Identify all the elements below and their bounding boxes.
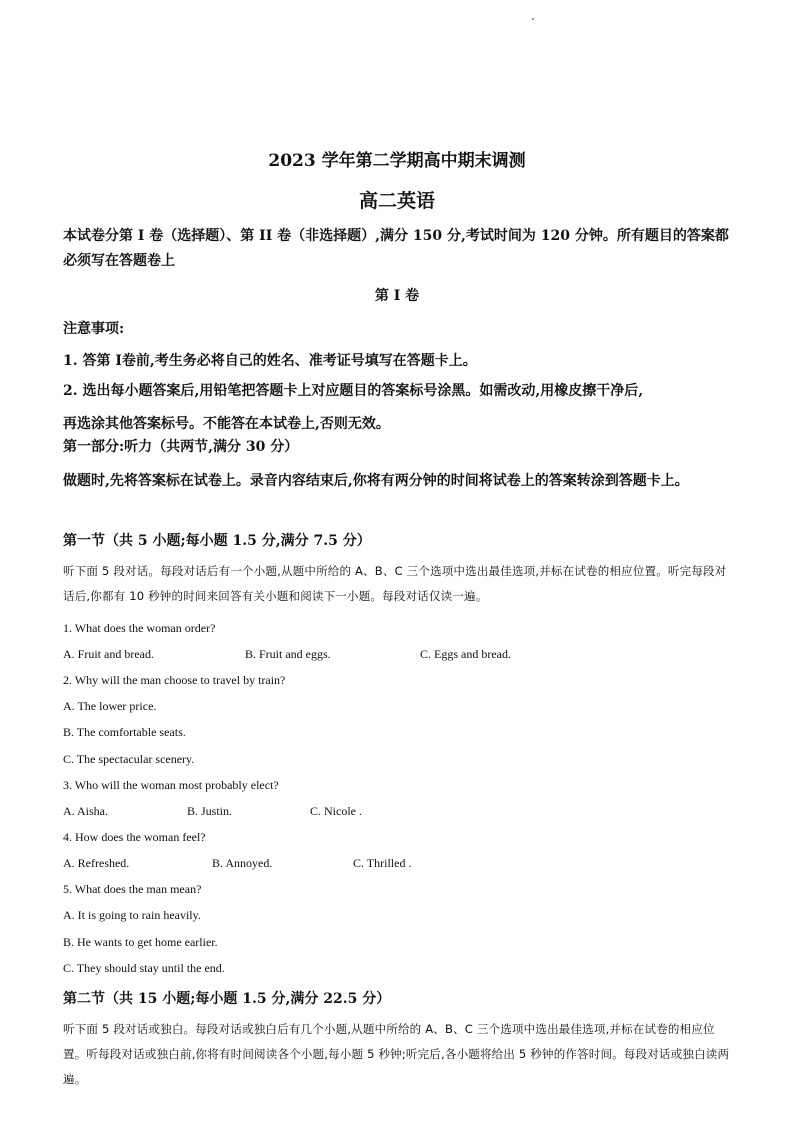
question-4-option-a: A. Refreshed. — [63, 856, 130, 870]
notes-item-1: 1. 答第 Ⅰ卷前,考生务必将自己的姓名、准考证号填写在答题卡上。 — [63, 353, 477, 369]
page-title: 2023 学年第二学期高中期末调测 — [268, 151, 526, 171]
part1-instruction: 做题时,先将答案标在试卷上。录音内容结束后,你将有两分钟的时间将试卷上的答案转涂到答题卡上。 — [63, 473, 689, 489]
question-3-option-a: A. Aisha. — [63, 804, 108, 818]
question-2-option-b: B. The comfortable seats. — [63, 725, 186, 739]
question-5: 5. What does the man mean? — [63, 882, 202, 896]
question-5-option-c: C. They should stay until the end. — [63, 961, 225, 975]
page-subtitle: 高二英语 — [358, 190, 435, 212]
part1-heading: 第一部分:听力（共两节,满分 30 分） — [63, 439, 299, 455]
notes-heading: 注意事项: — [63, 321, 125, 337]
question-1-option-c: C. Eggs and bread. — [420, 647, 511, 661]
question-2-option-a: A. The lower price. — [63, 699, 157, 713]
section2-instruction: 听下面 5 段对话或独白。每段对话或独白后有几个小题,从题中所给的 A、B、C 三个选项中选出最佳选项,并标在试卷的相应位置。听每段对话或独白前,你将有时间阅读各个小题,每小题 5 秒钟;听完后,各小题将给出 5 秒钟的作答时间。每段对话或独白读两遍。 — [63, 1022, 730, 1086]
notes-item-2-line-1: 2. 选出每小题答案后,用铅笔把答题卡上对应题目的答案标号涂黑。如需改动,用橡皮擦干净后, — [63, 383, 644, 399]
question-3-option-b: B. Justin. — [187, 804, 233, 818]
question-2: 2. Why will the man choose to travel by train? — [63, 673, 286, 687]
question-4-option-c: C. Thrilled . — [353, 856, 412, 870]
question-3-option-c: C. Nicole . — [310, 804, 362, 818]
question-5-option-b: B. He wants to get home earlier. — [63, 935, 218, 949]
intro-paragraph: 本试卷分第 I 卷（选择题）、第 II 卷（非选择题）,满分 150 分,考试时间为 120 分钟。所有题目的答案都必须写在答题卷上 — [63, 228, 729, 269]
section2-heading: 第二节（共 15 小题;每小题 1.5 分,满分 22.5 分） — [63, 991, 391, 1007]
question-3: 3. Who will the woman most probably elect? — [63, 778, 279, 792]
question-4-option-b: B. Annoyed. — [212, 856, 273, 870]
question-5-option-a: A. It is going to rain heavily. — [63, 908, 201, 922]
question-2-option-c: C. The spectacular scenery. — [63, 752, 195, 766]
question-1-option-a: A. Fruit and bread. — [63, 647, 154, 661]
notes-item-2-line-2: 再选涂其他答案标号。不能答在本试卷上,否则无效。 — [63, 416, 390, 432]
section1-heading: 第一节（共 5 小题;每小题 1.5 分,满分 7.5 分） — [63, 533, 371, 549]
question-1: 1. What does the woman order? — [63, 621, 216, 635]
section1-instruction: 听下面 5 段对话。每段对话后有一个小题,从题中所给的 A、B、C 三个选项中选出最佳选项,并标在试卷的相应位置。听完每段对话后,你都有 10 秒钟的时间来回答有关小题和阅读下一小题。每段对话仅读一遍。 — [63, 564, 727, 603]
scan-dot — [532, 18, 534, 20]
question-1-option-b: B. Fruit and eggs. — [245, 647, 331, 661]
question-4: 4. How does the woman feel? — [63, 830, 206, 844]
volume-label: 第 I 卷 — [374, 288, 420, 304]
